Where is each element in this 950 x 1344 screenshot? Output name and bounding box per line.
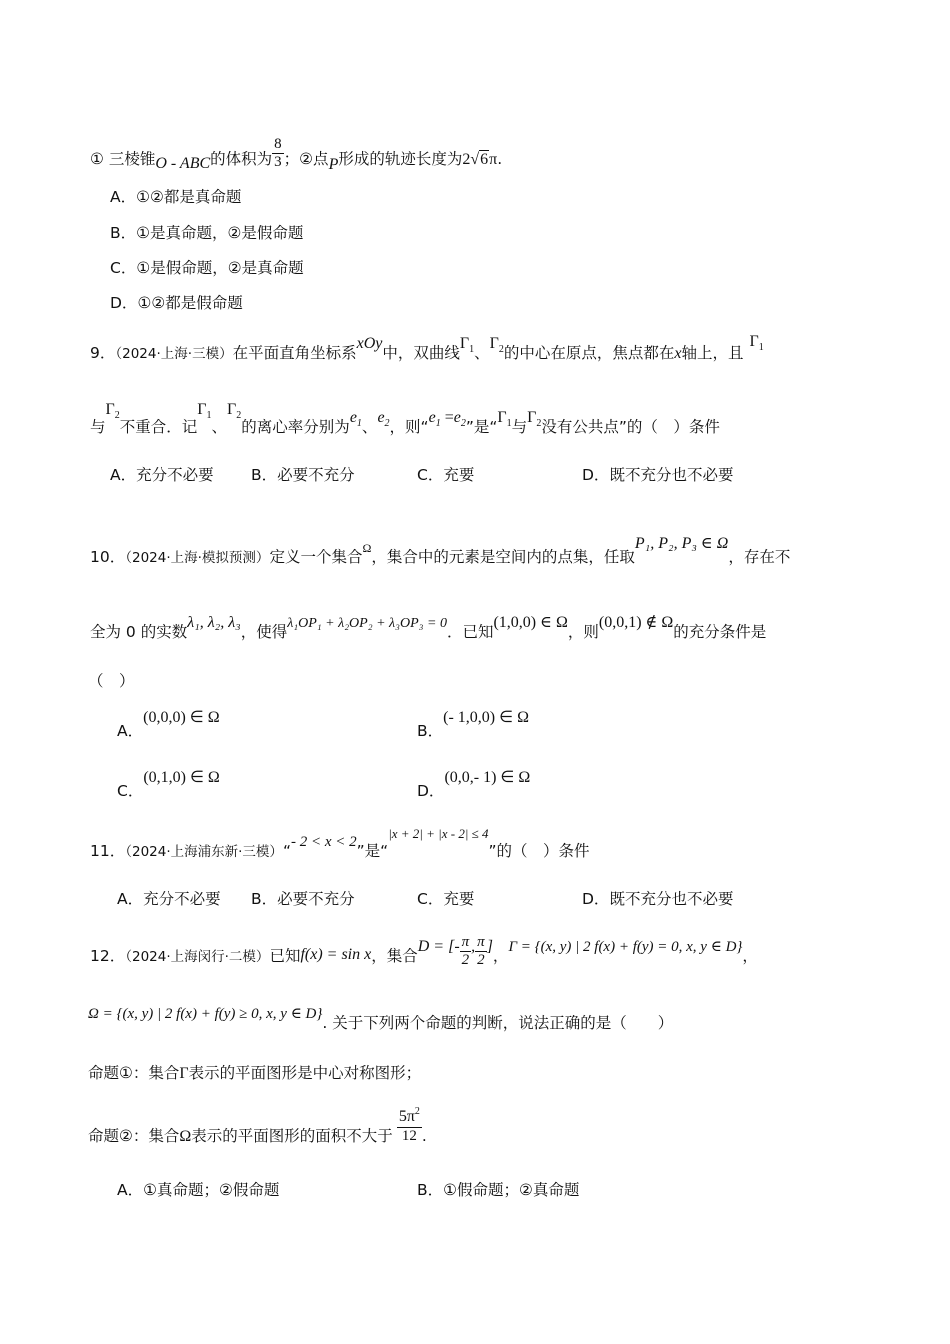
pyramid-label: O - ABC bbox=[155, 155, 211, 172]
q9-option-c[interactable]: C．充要 bbox=[417, 466, 475, 484]
q12-option-b[interactable]: B．①假命题；②真命题 bbox=[417, 1181, 580, 1199]
q9-option-d[interactable]: D．既不充分也不必要 bbox=[582, 466, 734, 484]
q10-option-d[interactable]: D．(0,0,- 1) ∈ Ω bbox=[417, 769, 531, 800]
q11-option-a[interactable]: A．充分不必要 bbox=[117, 890, 221, 908]
area-fraction: $\frac{5\pi^2}{12}$ bbox=[398, 1106, 420, 1144]
q8-option-b[interactable]: B．①是真命题，②是假命题 bbox=[110, 224, 304, 242]
q12-option-a[interactable]: A．①真命题；②假命题 bbox=[117, 1181, 280, 1199]
q8-option-a[interactable]: A．①②都是真命题 bbox=[110, 188, 242, 206]
q10-vector-eq: λ₁OP₁ + λ₂OP₂ + λ₃OP₃ = 0 bbox=[287, 616, 447, 631]
q12-number: 12． bbox=[90, 947, 126, 966]
q11-source: （2024·上海浦东新·三模） bbox=[125, 844, 283, 860]
q9-number: 9． bbox=[90, 344, 116, 362]
q10-option-b[interactable]: B．(- 1,0,0) ∈ Ω bbox=[417, 709, 529, 740]
q8-stem: ① 三棱锥O - ABC的体积为 $\frac{8}{3}$ ；②点P形成的轨迹长度为2√6π. bbox=[90, 136, 503, 173]
q9-ecc-equation: $e_1 =e_2$ bbox=[428, 409, 466, 429]
q12-line1: 12．（2024·上海闵行·二模）已知f(x) = sin x，集合D = [- $\frac{\pi}{2}$ , $\frac{\pi}{2}$ ]，Γ = {(x, y) | 2 f(x) + f(y) = 0, x, y ∈ D}， bbox=[90, 934, 758, 968]
q10-option-c[interactable]: C．(0,1,0) ∈ Ω bbox=[117, 769, 220, 800]
q9-option-b[interactable]: B．必要不充分 bbox=[251, 466, 355, 484]
q11-option-c[interactable]: C．充要 bbox=[417, 890, 475, 908]
q8-option-c[interactable]: C．①是假命题，②是真命题 bbox=[110, 259, 304, 277]
q12-source: （2024·上海闵行·二模） bbox=[125, 949, 270, 966]
q10-line2: 全为 0 的实数λ₁, λ₂, λ₃，使得λ₁OP₁ + λ₂OP₂ + λ₃OP₃ = 0．已知(1,0,0) ∈ Ω，则(0,0,1) ∉ Ω的充分条件是 bbox=[90, 614, 767, 641]
q10-option-a[interactable]: A．(0,0,0) ∈ Ω bbox=[117, 709, 220, 740]
q10-paren: （ ） bbox=[88, 672, 135, 690]
q12-prop1: 命题①：集合Γ表示的平面图形是中心对称图形； bbox=[88, 1064, 422, 1082]
q10-number: 10． bbox=[90, 548, 126, 566]
q9-source: （2024·上海·三模） bbox=[115, 346, 233, 362]
q12-omega-set: Ω = {(x, y) | 2 f(x) + f(y) ≥ 0, x, y ∈ D} bbox=[88, 1006, 323, 1022]
q9-coord: xOy bbox=[356, 335, 383, 352]
q9-line2: 与$\Gamma_2$不重合．记$\Gamma_1$、$\Gamma_2$的离心率分别为$e_1$、$e_2$，则“$e_1 =e_2$”是“$\Gamma_1$与$\Gamma_2$没有公共点”的（ ）条件 bbox=[90, 401, 720, 436]
q12-prop2: 命题②：集合Ω表示的平面图形的面积不大于 $\frac{5\pi^2}{12}$ . bbox=[88, 1106, 427, 1145]
q12-func: f(x) = sin x bbox=[300, 946, 372, 964]
q10-line1: 10．（2024·上海·模拟预测）定义一个集合$^\Omega$，集合中的元素是空间内的点集，任取P₁, P₂, P₃ ∈ Ω，存在不 bbox=[90, 535, 791, 566]
volume-fraction: $\frac{8}{3}$ bbox=[274, 136, 282, 170]
q11-cond2: |x + 2| + |x - 2| ≤ 4 bbox=[388, 826, 489, 841]
q12-line2: Ω = {(x, y) | 2 f(x) + f(y) ≥ 0, x, y ∈ D}. 关于下列两个命题的判断，说法正确的是（ ） bbox=[88, 1006, 674, 1032]
q12-gamma-set: Γ = {(x, y) | 2 f(x) + f(y) = 0, x, y ∈ D} bbox=[508, 939, 743, 956]
q11-number: 11． bbox=[90, 842, 126, 860]
q11-option-b[interactable]: B．必要不充分 bbox=[251, 890, 355, 908]
q11-line: 11．（2024·上海浦东新·三模）“- 2 < x < 2”是“$^{|x + 2| + |x - 2| \le 4}$”的（ ）条件 bbox=[90, 826, 590, 860]
q9-option-a[interactable]: A．充分不必要 bbox=[110, 466, 214, 484]
q10-points: P₁, P₂, P₃ ∈ Ω bbox=[634, 535, 729, 552]
q12-domain: D = [- $\frac{\pi}{2}$ , $\frac{\pi}{2}$ ] bbox=[417, 934, 493, 968]
trajectory-length: 2√6π bbox=[462, 151, 498, 168]
q11-option-d[interactable]: D．既不充分也不必要 bbox=[582, 890, 734, 908]
q10-lambdas: λ₁, λ₂, λ₃ bbox=[187, 614, 241, 631]
q10-source: （2024·上海·模拟预测） bbox=[125, 550, 270, 566]
q8-option-d[interactable]: D．①②都是假命题 bbox=[110, 294, 243, 312]
q9-line1: 9．（2024·上海·三模）在平面直角坐标系xOy中，双曲线$\Gamma_1$、$\Gamma_2$的中心在原点，焦点都在x轴上，且$\Gamma_1$ bbox=[90, 333, 764, 362]
q11-cond1: - 2 < x < 2 bbox=[290, 834, 357, 850]
point-p: P bbox=[328, 156, 339, 173]
